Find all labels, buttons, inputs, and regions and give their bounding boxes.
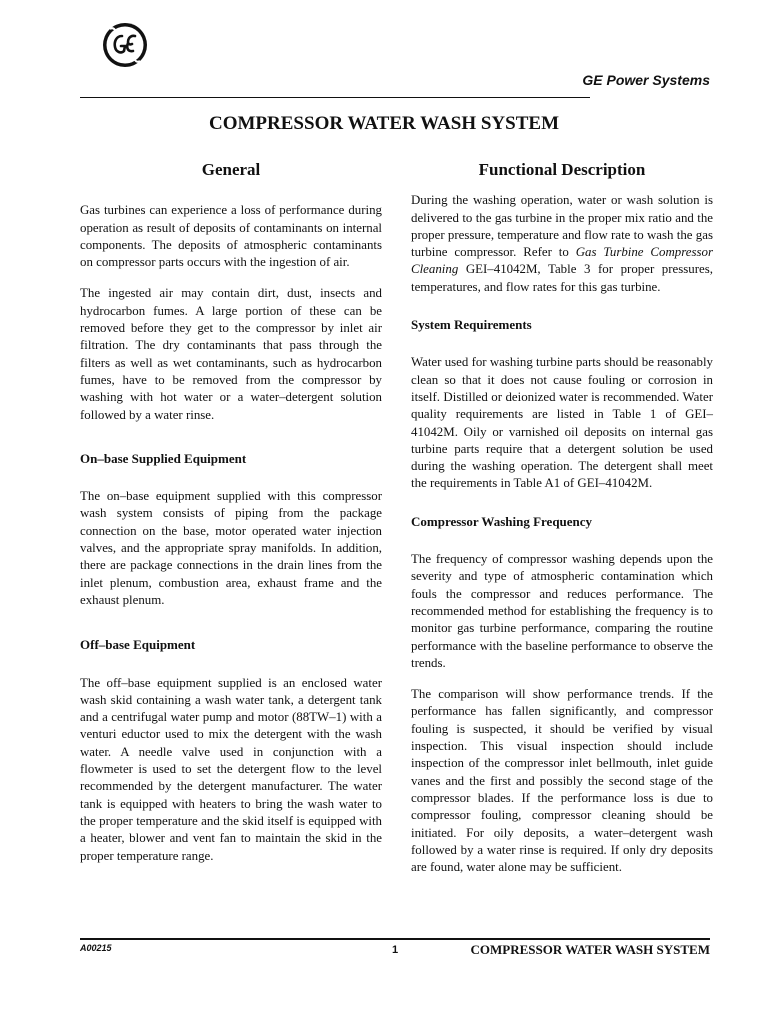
subheading-system-requirements: System Requirements	[411, 317, 532, 333]
left-column	[80, 158, 382, 879]
section-heading-general: General	[201, 160, 261, 179]
paragraph-text: During the washing operation, water or wash solution is delivered to the gas turbine in the proper mix ratio and the proper pressure, temperature and flow rate to wash the gas turbine compressor. Refer to	[411, 193, 713, 260]
footer-title: COMPRESSOR WATER WASH SYSTEM	[470, 942, 710, 957]
page-number: 1	[392, 944, 399, 956]
paragraph	[411, 192, 713, 296]
paragraph: The frequency of compressor washing depends upon the severity and type of atmospheric contamination which fouls the compressor and reduces performance. The recommended method for establishing the frequency is to monitor gas turbine performance, comparing the routine performance with the baseline performance to observe the trends.	[411, 552, 713, 670]
paragraph-text: GEI–41042M, Table 3 for proper pressures, temperatures, and flow rates for this gas turbine.	[411, 262, 713, 294]
paragraph: Gas turbines can experience a loss of performance during operation as result of deposits of contaminants on internal components. The deposits of atmospheric contaminants on compressor parts occurs with the ingestion of air.	[80, 203, 382, 270]
document-code: A00215	[80, 943, 112, 953]
ge-logo	[102, 22, 148, 68]
section-heading-functional-description: Functional Description	[478, 160, 646, 179]
paragraph: Water used for washing turbine parts should be reasonably clean so that it does not cause fouling or corrosion in itself. Distilled or deionized water is recommended. Water quality requirements are listed in Table 1 of GEI–41042M. Oily or varnished oil deposits on internal gas turbine parts require that a detergent solution be used during the washing operation. The detergent shall meet the requirements in Table A1 of GEI–41042M.	[411, 355, 713, 491]
header-divider	[80, 97, 590, 98]
paragraph: The ingested air may contain dirt, dust, insects and hydrocarbon fumes. A large portion of these can be removed before they get to the compressor by inlet air filtration. The dry contaminants that pass through the filters as well as wet contaminants, such as hydrocarbon fumes, have to be removed from the compressor by washing with hot water or a water–detergent solution followed by a water rinse.	[80, 286, 382, 422]
subheading-on-base: On–base Supplied Equipment	[80, 450, 247, 466]
paragraph: The on–base equipment supplied with this compressor wash system consists of piping from the package connection on the base, motor operated water injection valves, and the appropriate spray manifolds. In addition, there are package connections in the drain lines from the inlet plenum, combustion area, exhaust frame and the exhaust plenum.	[80, 489, 382, 607]
subheading-off-base: Off–base Equipment	[80, 637, 196, 653]
brand-name: GE Power Systems	[582, 72, 710, 88]
right-column	[411, 158, 713, 890]
ge-monogram-icon	[102, 22, 148, 68]
reference-title: Gas Turbine Compressor Cleaning	[411, 245, 713, 277]
subheading-washing-frequency: Compressor Washing Frequency	[411, 513, 593, 529]
paragraph: The comparison will show performance trends. If the performance has fallen significantly, and compressor fouling is suspected, it should be verified by visual inspection. This visual inspection should include inspection of the compressor inlet bellmouth, inlet guide vanes and the first and possibly the second stage of the compressor blades. If the performance loss is due to compressor fouling, compressor cleaning should be initiated. For oily deposits, a water–detergent wash followed by a water rinse is required. If only dry deposits are found, water alone may be sufficient.	[411, 687, 713, 875]
paragraph: The off–base equipment supplied is an enclosed water wash skid containing a wash water tank, a detergent tank and a centrifugal water pump and motor (88TW–1) with a venturi eductor used to mix the detergent with the wash water. A needle valve used in conjunction with a flowmeter is used to set the detergent flow to the level recommended by the detergent manufacturer. The water tank is equipped with heaters to bring the wash water to the proper temperature and the skid itself is equipped with a heater, blower and vent fan to maintain the skid in the proper temperature range.	[80, 675, 382, 863]
footer-divider	[80, 938, 710, 940]
document-title: COMPRESSOR WATER WASH SYSTEM	[209, 113, 559, 134]
